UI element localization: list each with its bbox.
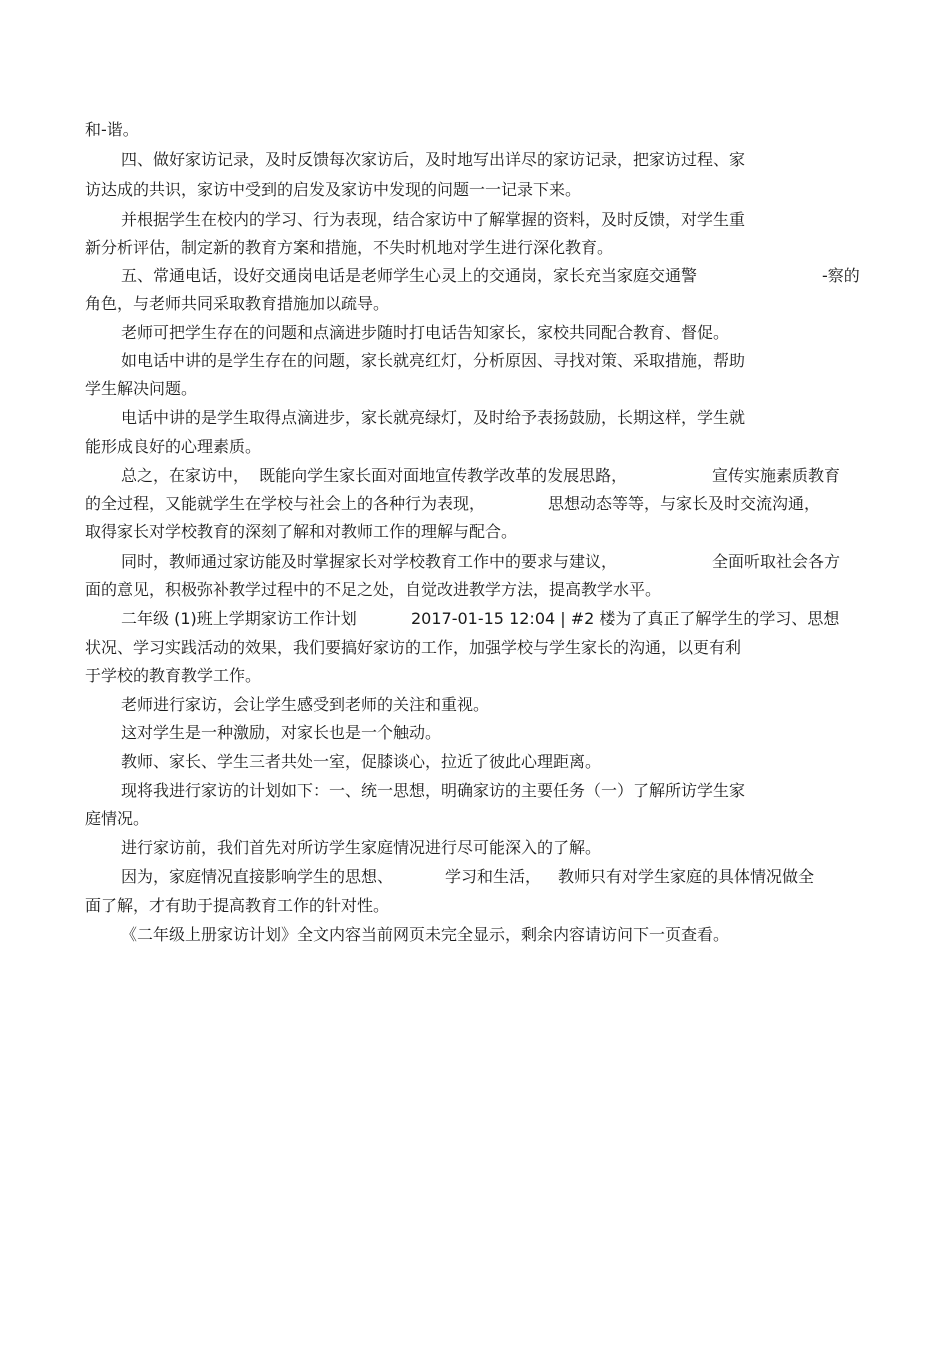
paragraph-line: 总之，在家访中， 既能向学生家长面对面地宣传教学改革的发展思路， <box>121 466 628 485</box>
paragraph-line: 并根据学生在校内的学习、行为表现，结合家访中了解掌握的资料，及时反馈，对学生重 <box>121 210 746 229</box>
paragraph-line: 电话中讲的是学生取得点滴进步，家长就亮绿灯，及时给予表扬鼓励，长期这样，学生就 <box>121 408 746 427</box>
paragraph-line-fragment: 全面听取社会各方 <box>712 552 841 571</box>
paragraph-line: 现将我进行家访的计划如下：一、统一思想，明确家访的主要任务（一）了解所访学生家 <box>121 781 746 800</box>
paragraph-line: 角色，与老师共同采取教育措施加以疏导。 <box>85 294 390 313</box>
paragraph-line: 访达成的共识，家访中受到的启发及家访中发现的问题一一记录下来。 <box>85 180 582 199</box>
paragraph-line: 如电话中讲的是学生存在的问题，家长就亮红灯，分析原因、寻找对策、采取措施，帮助 <box>121 351 746 370</box>
paragraph-line: 的全过程，又能就学生在学校与社会上的各种行为表现， <box>85 494 486 513</box>
paragraph-line: 二年级 (1)班上学期家访工作计划 <box>121 609 357 628</box>
continuation-notice: 《二年级上册家访计划》全文内容当前网页未完全显示，剩余内容请访问下一页查看。 <box>121 925 730 944</box>
paragraph-line: 老师可把学生存在的问题和点滴进步随时打电话告知家长，家校共同配合教育、督促。 <box>121 323 730 342</box>
paragraph-line: 状况、学习实践活动的效果，我们要搞好家访的工作，加强学校与学生家长的沟通，以更有利 <box>85 638 742 657</box>
paragraph-line: 教师、家长、学生三者共处一室，促膝谈心，拉近了彼此心理距离。 <box>121 752 602 771</box>
paragraph-line: 取得家长对学校教育的深刻了解和对教师工作的理解与配合。 <box>85 522 518 541</box>
paragraph-line: 五、常通电话，设好交通岗电话是老师学生心灵上的交通岗，家长充当家庭交通警 <box>121 266 698 285</box>
paragraph-line: 这对学生是一种激励，对家长也是一个触动。 <box>121 723 442 742</box>
paragraph-line: 面的意见，积极弥补教学过程中的不足之处，自觉改进教学方法，提高教学水平。 <box>85 580 662 599</box>
paragraph-line: 能形成良好的心理素质。 <box>85 437 262 456</box>
paragraph-line-fragment: 宣传实施素质教育 <box>712 466 841 485</box>
paragraph-line: 庭情况。 <box>85 809 150 828</box>
paragraph-line: 同时，教师通过家访能及时掌握家长对学校教育工作中的要求与建议， <box>121 552 618 571</box>
paragraph-line: 和-谐。 <box>85 120 139 139</box>
paragraph-line-fragment: 学习和生活， <box>445 867 542 886</box>
paragraph-line: 进行家访前，我们首先对所访学生家庭情况进行尽可能深入的了解。 <box>121 838 602 857</box>
paragraph-line: 学生解决问题。 <box>85 379 198 398</box>
paragraph-line-fragment: 教师只有对学生家庭的具体情况做全 <box>558 867 815 886</box>
paragraph-line: 因为，家庭情况直接影响学生的思想、 <box>121 867 394 886</box>
paragraph-line: 于学校的教育教学工作。 <box>85 666 262 685</box>
paragraph-line: 四、做好家访记录，及时反馈每次家访后，及时地写出详尽的家访记录，把家访过程、家 <box>121 150 746 169</box>
paragraph-line-fragment: -察的 <box>822 266 860 285</box>
paragraph-line-fragment: 思想动态等等，与家长及时交流沟通， <box>548 494 821 513</box>
paragraph-line: 新分析评估，制定新的教育方案和措施，不失时机地对学生进行深化教育。 <box>85 238 614 257</box>
paragraph-line: 老师进行家访，会让学生感受到老师的关注和重视。 <box>121 695 490 714</box>
paragraph-line-fragment: 2017-01-15 12:04 | #2 楼为了真正了解学生的学习、思想 <box>411 609 840 628</box>
paragraph-line: 面了解，才有助于提高教育工作的针对性。 <box>85 896 390 915</box>
